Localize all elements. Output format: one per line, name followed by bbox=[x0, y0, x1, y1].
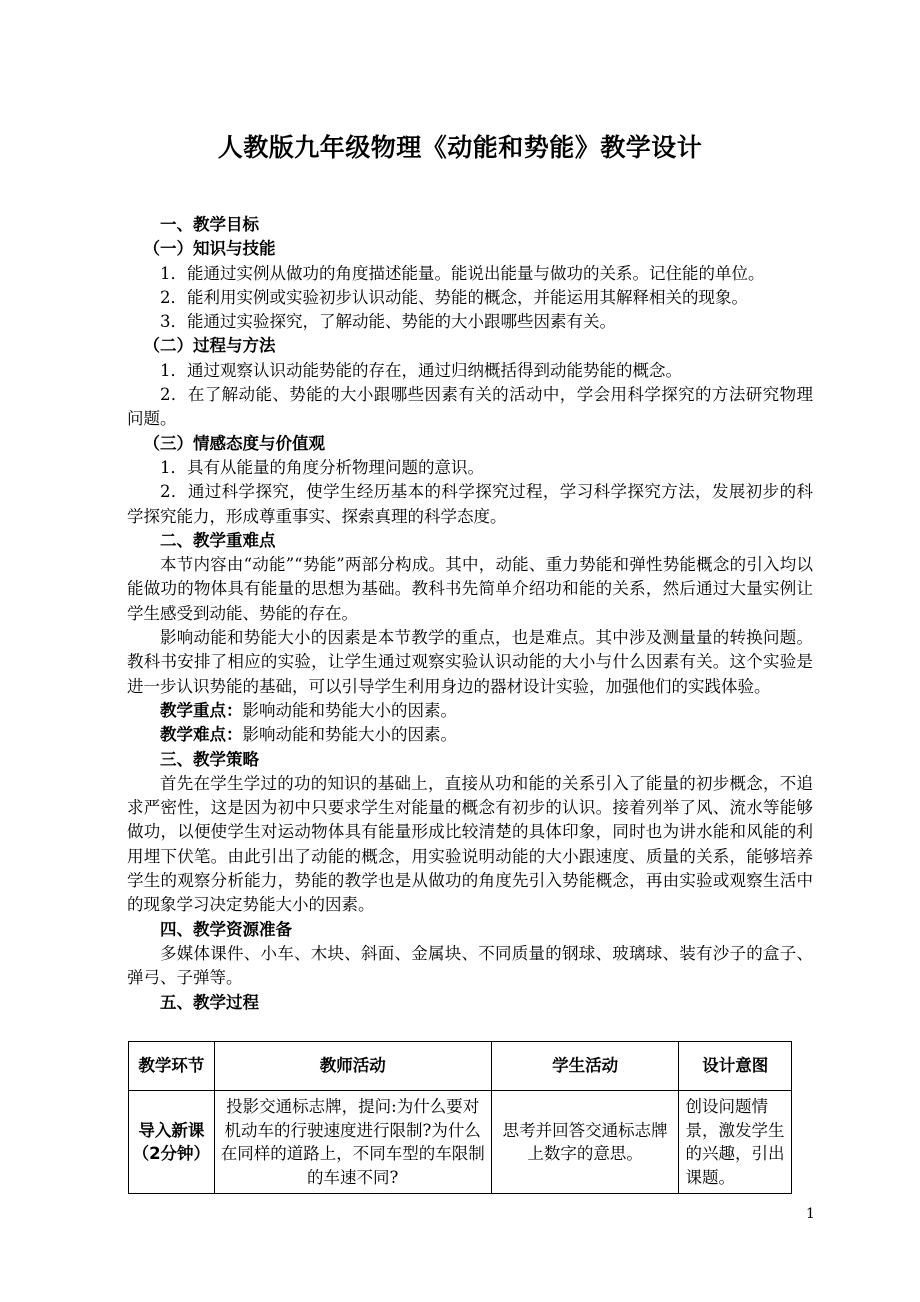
stage-time: （2分钟） bbox=[132, 1144, 211, 1163]
list-item: 1．具有从能量的角度分析物理问题的意识。 bbox=[160, 457, 484, 477]
paragraph: 影响动能和势能大小的因素是本节教学的重点，也是难点。其中涉及测量量的转换问题。教科书安排了相应的实验，让学生通过观察实验认识动能的大小与什么因素有关。这个实验是进一步认识势能的基础，可以引导学生利用身边的器材设计实验，加强他们的实践体验。 bbox=[127, 628, 813, 696]
list-item: 1．能通过实例从做功的角度描述能量。能说出能量与做功的关系。记住能的单位。 bbox=[160, 263, 765, 283]
subheading-attitude: （三）情感态度与价值观 bbox=[143, 433, 325, 453]
subheading-knowledge: （一）知识与技能 bbox=[143, 239, 276, 259]
table-row bbox=[129, 1091, 792, 1194]
paragraph: 本节内容由“动能”“势能”两部分构成。其中，动能、重力势能和弹性势能概念的引入均以能做功的物体具有能量的思想为基础。教科书先简单介绍功和能的关系，然后通过大量实例让学生感受到动能、势能的存在。 bbox=[127, 555, 813, 623]
column-header: 教师活动 bbox=[214, 1042, 491, 1091]
key-point-text: 影响动能和势能大小的因素。 bbox=[242, 700, 457, 720]
stage-cell bbox=[129, 1091, 215, 1194]
paragraph: 多媒体课件、小车、木块、斜面、金属块、不同质量的钢球、玻璃球、装有沙子的盒子、弹弓、子弹等。 bbox=[127, 943, 813, 988]
section-heading-objectives: 一、教学目标 bbox=[160, 215, 259, 234]
list-item: 3．能通过实验探究，了解动能、势能的大小跟哪些因素有关。 bbox=[160, 312, 616, 332]
section-heading-strategy: 三、教学策略 bbox=[160, 749, 259, 769]
teacher-activity-cell: 投影交通标志牌，提问:为什么要对机动车的行驶速度进行限制?为什么在同样的道路上，不同车型的车限制的车速不同? bbox=[214, 1091, 491, 1194]
difficulty-label: 教学难点： bbox=[160, 725, 243, 745]
key-point-label: 教学重点： bbox=[160, 700, 243, 720]
student-activity-cell: 思考并回答交通标志牌上数字的意思。 bbox=[491, 1091, 679, 1194]
list-item: 2．通过科学探究，使学生经历基本的科学探究过程，学习科学探究方法，发展初步的科学探究能力，形成尊重事实、探索真理的科学态度。 bbox=[127, 482, 813, 526]
key-point bbox=[127, 699, 813, 723]
section-heading-resources: 四、教学资源准备 bbox=[160, 919, 292, 939]
column-header: 学生活动 bbox=[491, 1042, 679, 1091]
stage-name: 导入新课 bbox=[138, 1120, 205, 1140]
document-body bbox=[127, 213, 813, 1015]
list-item: 2．能利用实例或实验初步认识动能、势能的概念，并能运用其解释相关的现象。 bbox=[160, 287, 748, 307]
difficulty-point bbox=[127, 723, 813, 747]
teaching-process-table bbox=[128, 1041, 792, 1194]
column-header: 设计意图 bbox=[679, 1042, 792, 1091]
page-number: 1 bbox=[806, 1206, 815, 1222]
column-header: 教学环节 bbox=[129, 1042, 215, 1091]
difficulty-text: 影响动能和势能大小的因素。 bbox=[242, 725, 457, 745]
subheading-process: （二）过程与方法 bbox=[143, 336, 276, 356]
section-heading-key-points: 二、教学重难点 bbox=[160, 530, 276, 550]
paragraph: 首先在学生学过的功的知识的基础上，直接从功和能的关系引入了能量的初步概念，不追求严密性，这是因为初中只要求学生对能量的概念有初步的认识。接着列举了风、流水等能够做功，以便使学生对运动物体具有能量形成比较清楚的具体印象，同时也为讲水能和风能的利用埋下伏笔。由此引出了动能的概念，用实验说明动能的大小跟速度、质量的关系，能够培养学生的观察分析能力，势能的教学也是从做功的角度先引入势能概念，再由实验或观察生活中的现象学习决定势能大小的因素。 bbox=[127, 773, 813, 915]
design-intent-cell: 创设问题情景，激发学生的兴趣，引出课题。 bbox=[679, 1091, 792, 1194]
table-header-row bbox=[129, 1042, 792, 1091]
page-title: 人教版九年级物理《动能和势能》教学设计 bbox=[217, 133, 703, 162]
list-item: 1．通过观察认识动能势能的存在，通过归纳概括得到动能势能的概念。 bbox=[160, 360, 682, 380]
list-item: 2．在了解动能、势能的大小跟哪些因素有关的活动中，学会用科学探究的方法研究物理问题。 bbox=[127, 385, 813, 429]
section-heading-process: 五、教学过程 bbox=[160, 992, 259, 1012]
